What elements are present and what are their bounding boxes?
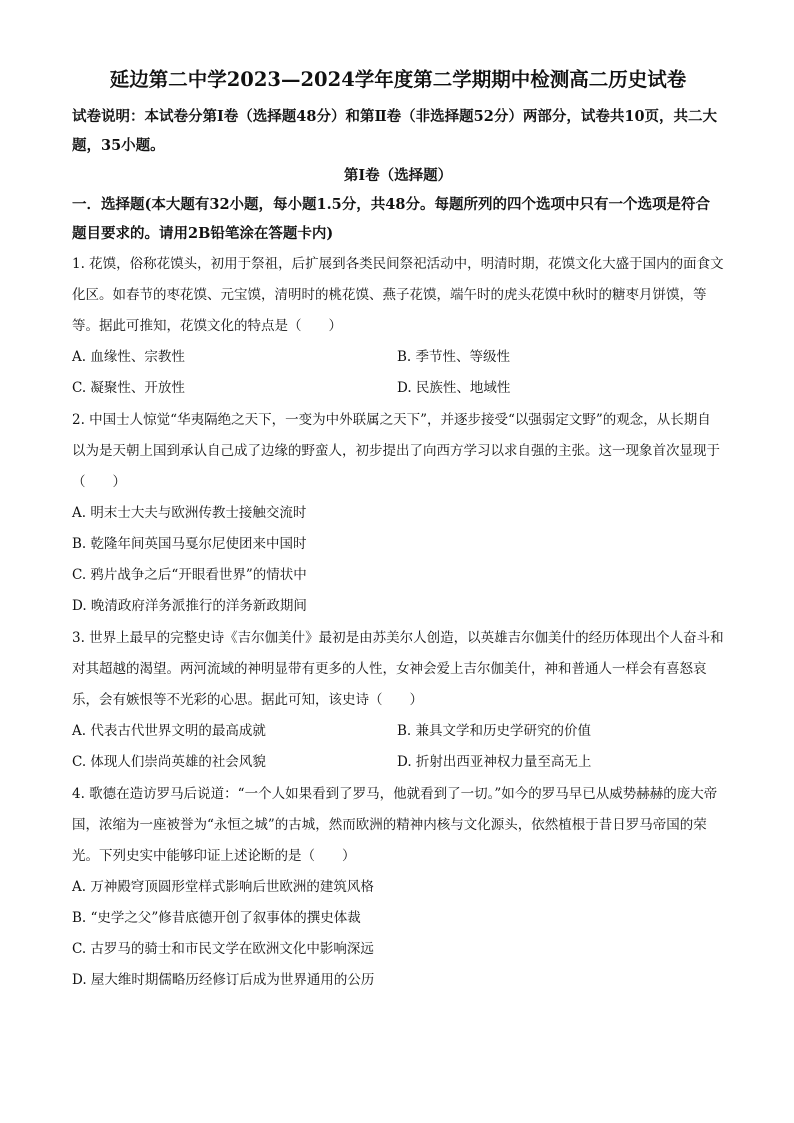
question-1 bbox=[72, 249, 724, 404]
exam-instructions: 试卷说明：本试卷分第Ⅰ卷（选择题48分）和第Ⅱ卷（非选择题52分）两部分，试卷共10页，共二大题，35小题。 bbox=[72, 108, 718, 154]
options-list bbox=[72, 498, 724, 622]
options-grid bbox=[72, 716, 724, 778]
option-a: A. 血缘性、宗教性 bbox=[72, 349, 185, 365]
exam-title: 延边第二中学2023—2024学年度第二学期期中检测高二历史试卷 bbox=[109, 68, 687, 91]
option-d: D. 屋大维时期儒略历经修订后成为世界通用的公历 bbox=[72, 972, 375, 988]
option-b: B. 乾隆年间英国马戛尔尼使团来中国时 bbox=[72, 536, 307, 552]
option-a: A. 万神殿穹顶圆形堂样式影响后世欧洲的建筑风格 bbox=[72, 879, 374, 895]
question-stem: 2. 中国士人惊觉“华夷隔绝之天下，一变为中外联属之天下”，并逐步接受“以强弱定文野”的观念，从长期自以为是天朝上国到承认自己成了边缘的野蛮人，初步提出了向西方学习以求自强的主张。这一现象首次显现于（ ） bbox=[72, 412, 720, 490]
option-b: B. “史学之父”修昔底德开创了叙事体的撰史体裁 bbox=[72, 910, 361, 926]
options-list bbox=[72, 872, 724, 996]
option-a: A. 代表古代世界文明的最高成就 bbox=[72, 723, 266, 739]
option-d: D. 晚清政府洋务派推行的洋务新政期间 bbox=[72, 598, 307, 614]
question-stem: 4. 歌德在造访罗马后说道：“一个人如果看到了罗马，他就看到了一切。”如今的罗马早已从威势赫赫的庞大帝国，浓缩为一座被誉为“永恒之城”的古城，然而欧洲的精神内核与文化源头，依然植根于昔日罗马帝国的荣光。下列史实中能够印证上述论断的是（ ） bbox=[72, 786, 718, 864]
section-title: 第Ⅰ卷（选择题） bbox=[343, 167, 453, 184]
option-b: B. 季节性、等级性 bbox=[397, 349, 511, 365]
option-c: C. 鸦片战争之后“开眼看世界”的情状中 bbox=[72, 567, 307, 583]
question-stem: 1. 花馍，俗称花馍头，初用于祭祖，后扩展到各类民间祭祀活动中，明清时期，花馍文化大盛于国内的面食文化区。如春节的枣花馍、元宝馍，清明时的桃花馍、燕子花馍，端午时的虎头花馍中秋时的糖枣月饼馍，等等。据此可推知，花馍文化的特点是（ ） bbox=[72, 256, 724, 334]
option-c: C. 体现人们崇尚英雄的社会风貌 bbox=[72, 754, 266, 770]
exam-page bbox=[72, 62, 724, 996]
option-d: D. 民族性、地域性 bbox=[397, 380, 511, 396]
option-c: C. 古罗马的骑士和市民文学在欧洲文化中影响深远 bbox=[72, 941, 374, 957]
options-grid bbox=[72, 342, 724, 404]
question-stem: 3. 世界上最早的完整史诗《吉尔伽美什》最初是由苏美尔人创造，以英雄吉尔伽美什的经历体现出个人奋斗和对其超越的渴望。两河流域的神明显带有更多的人性，女神会爱上吉尔伽美什，神和普通人一样会有喜怒哀乐，会有嫉恨等不光彩的心思。据此可知，该史诗（ ） bbox=[72, 630, 724, 708]
question-3 bbox=[72, 623, 724, 778]
question-4 bbox=[72, 779, 724, 996]
option-c: C. 凝聚性、开放性 bbox=[72, 380, 185, 396]
option-b: B. 兼具文学和历史学研究的价值 bbox=[397, 723, 592, 739]
option-d: D. 折射出西亚神权力量至高无上 bbox=[397, 754, 592, 770]
question-2 bbox=[72, 405, 724, 622]
section-description: 一．选择题(本大题有32小题，每小题1.5分，共48分。每题所列的四个选项中只有一个选项是符合题目要求的。请用2B铅笔涂在答题卡内) bbox=[72, 196, 710, 242]
option-a: A. 明末士大夫与欧洲传教士接触交流时 bbox=[72, 505, 307, 521]
